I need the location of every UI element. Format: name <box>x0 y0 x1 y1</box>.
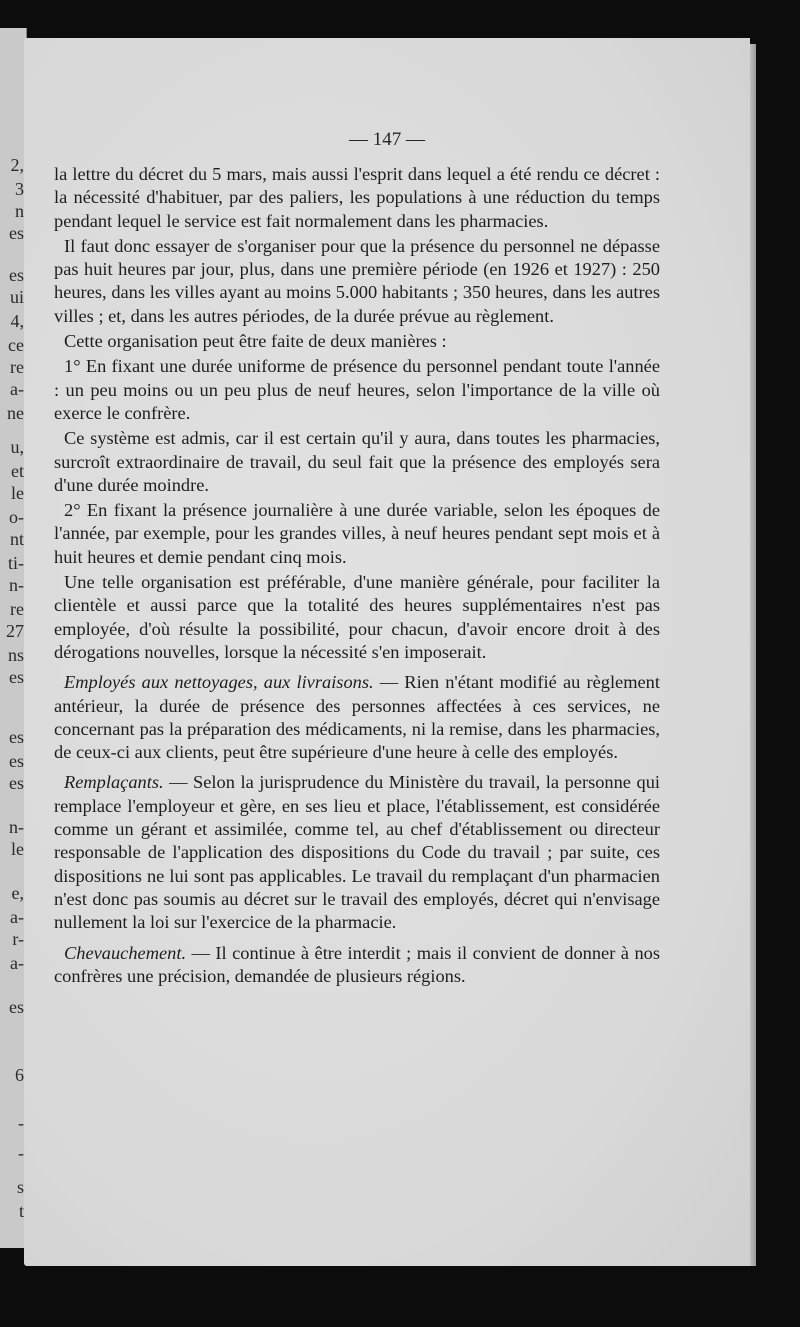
paragraph: Une telle organisation est préférable, d'une manière générale, pour faciliter la clientèle et aussi parce que la totalité des heures supplémentaires n'est pas employée, d'où résulte la possibilité, pour chacun, d'avoir encore droit à des dérogations nouvelles, lorsque la nécessité s'en imposerait. <box>54 572 660 662</box>
margin-fragment: es <box>9 997 24 1017</box>
margin-fragment: 6 <box>15 1065 24 1085</box>
paragraph-text: — Rien n'étant modifié au règlement antérieur, la durée de présence des personnes affectées à ces services, ne concernant pas la préparation des médicaments, ni la remise, dans les pharmacies, de ceux-ci aux clients, peut être supérieure d'une heure à celle des employés. <box>54 672 660 763</box>
margin-fragment: ui <box>9 287 24 307</box>
section-heading: Chevauchement. <box>64 942 187 963</box>
margin-fragment: es <box>9 265 24 285</box>
margin-fragment: es <box>9 667 24 687</box>
margin-fragment: es <box>9 223 24 243</box>
page-number: — 147 — <box>349 129 425 150</box>
section-heading: Employés aux nettoyages, aux livraisons. <box>64 672 374 693</box>
margin-fragment: n- <box>9 817 24 837</box>
margin-fragment: es <box>9 751 24 771</box>
body-text <box>54 163 660 988</box>
paragraph: Il faut donc essayer de s'organiser pour que la présence du personnel ne dépasse pas huit heures par jour, plus, dans une première période (en 1926 et 1927) : 250 heures, dans les villes ayant au moins 5.000 habitants ; 350 heures, dans les autres villes ; et, dans les autres périodes, de la durée prévue au règlement. <box>54 235 660 326</box>
margin-fragment: es <box>9 727 24 747</box>
paragraph: Ce système est admis, car il est certain qu'il y aura, dans toutes les pharmacies, surcroît extraordinaire de travail, du seul fait que la présence des employés sera d'une durée moindre. <box>54 428 660 495</box>
paragraph: la lettre du décret du 5 mars, mais aussi l'esprit dans lequel a été rendu ce décret : la nécessité d'habituer, par des paliers, les populations à une réduction du temps pendant lequel le service est fait normalement dans les pharmacies. <box>54 164 660 231</box>
margin-fragment: ti- <box>8 553 24 573</box>
margin-fragment: - <box>18 1113 24 1133</box>
margin-fragment: re <box>10 357 24 377</box>
document-page <box>24 38 750 1266</box>
paragraph <box>54 771 660 934</box>
margin-fragment: r- <box>12 929 24 949</box>
margin-fragment: - <box>18 1143 24 1163</box>
paragraph-text: — Selon la jurisprudence du Ministère du travail, la personne qui remplace l'employeur et gère, en ses lieu et place, l'établissement, est considérée comme un gérant et assimilée, comme tel, au chef d'établissement ou directeur responsable de l'application des dispositions du Code du travail ; par suite, ces dispositions ne lui sont pas applicables. Le travail du remplaçant d'un pharmacien n'est donc pas soumis au décret sur le travail des employés, décret qui n'envisage nullement la loi sur l'exercice de la pharmacie. <box>54 772 660 933</box>
margin-fragment: ns <box>7 645 24 665</box>
margin-fragment: es <box>9 773 24 793</box>
adjacent-page-edge <box>0 28 27 1248</box>
margin-fragment: 4, <box>10 311 24 331</box>
margin-fragment: s <box>16 1177 24 1197</box>
paragraph: 1° En fixant une durée uniforme de présence du personnel pendant toute l'année : un peu moins ou un peu plus de neuf heures, selon l'importance de la ville où exerce le confrère. <box>54 356 660 423</box>
margin-fragment: u, <box>10 437 24 457</box>
margin-fragment: ne <box>7 403 24 423</box>
margin-fragment: a- <box>10 379 24 399</box>
margin-fragment: 27 <box>6 621 24 641</box>
margin-fragment: et <box>11 461 24 481</box>
paragraph: Cette organisation peut être faite de deux manières : <box>64 331 447 352</box>
margin-fragment: 3 <box>15 179 24 199</box>
margin-fragment: n <box>15 201 24 221</box>
paragraph <box>54 942 660 989</box>
margin-fragment: a- <box>10 953 24 973</box>
section-heading: Remplaçants. <box>64 772 164 793</box>
margin-fragment: 2, <box>10 155 24 175</box>
margin-fragment: le <box>11 839 24 859</box>
margin-fragment: a- <box>10 907 24 927</box>
margin-fragment: ce <box>8 335 24 355</box>
paragraph <box>54 671 660 764</box>
paragraph: 2° En fixant la présence journalière à une durée variable, selon les époques de l'année, par exemple, pour les grandes villes, à neuf heures pendant sept mois et à huit heures et demie pendant cinq mois. <box>54 500 660 567</box>
margin-fragment: nt <box>9 529 24 549</box>
margin-fragment: le <box>11 483 24 503</box>
margin-fragment: n- <box>9 575 24 595</box>
margin-fragment: o- <box>9 507 24 527</box>
paragraph-text: — Il continue à être interdit ; mais il convient de donner à nos confrères une précision, demandée de plusieurs régions. <box>54 942 660 986</box>
margin-fragment: e, <box>11 883 24 903</box>
margin-fragment: re <box>10 599 24 619</box>
margin-fragment: t <box>18 1201 24 1221</box>
